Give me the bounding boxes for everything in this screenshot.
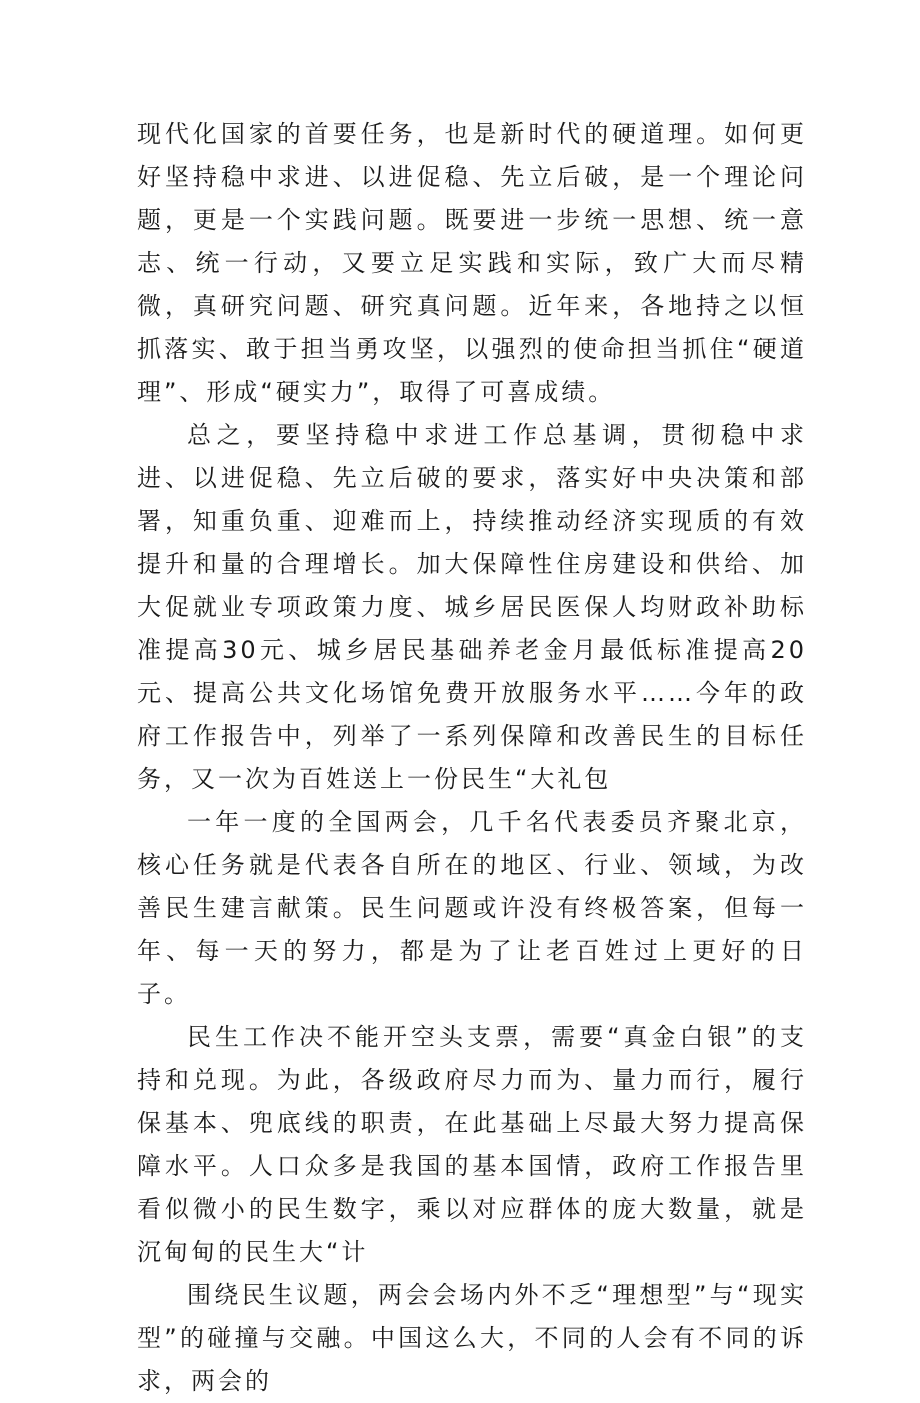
paragraph-1: 现代化国家的首要任务，也是新时代的硬道理。如何更好坚持稳中求进、以进促稳、先立后破，是一个理论问题，更是一个实践问题。既要进一步统一思想、统一意志、统一行动，又要立足实践和实际，致广大而尽精微，真研究问题、研究真问题。近年来，各地持之以恒抓落实、敢于担当勇攻坚，以强烈的使命担当抓住“硬道理”、形成“硬实力”，取得了可喜成绩。 [137,120,807,406]
document-body [137,113,807,1403]
paragraph-3: 一年一度的全国两会，几千名代表委员齐聚北京，核心任务就是代表各自所在的地区、行业、领域，为改善民生建言献策。民生问题或许没有终极答案，但每一年、每一天的努力，都是为了让老百姓过上更好的日子。 [137,808,807,1008]
paragraph-5: 围绕民生议题，两会会场内外不乏“理想型”与“现实型”的碰撞与交融。中国这么大，不同的人会有不同的诉求，两会的 [137,1281,807,1395]
paragraph-4: 民生工作决不能开空头支票，需要“真金白银”的支持和兑现。为此，各级政府尽力而为、量力而行，履行保基本、兜底线的职责，在此基础上尽最大努力提高保障水平。人口众多是我国的基本国情，政府工作报告里看似微小的民生数字，乘以对应群体的庞大数量，就是沉甸甸的民生大“计 [137,1023,807,1266]
paragraph-2: 总之，要坚持稳中求进工作总基调，贯彻稳中求进、以进促稳、先立后破的要求，落实好中央决策和部署，知重负重、迎难而上，持续推动经济实现质的有效提升和量的合理增长。加大保障性住房建设和供给、加大促就业专项政策力度、城乡居民医保人均财政补助标准提高30元、城乡居民基础养老金月最低标准提高20元、提高公共文化场馆免费开放服务水平……今年的政府工作报告中，列举了一系列保障和改善民生的目标任务，又一次为百姓送上一份民生“大礼包 [137,421,807,793]
